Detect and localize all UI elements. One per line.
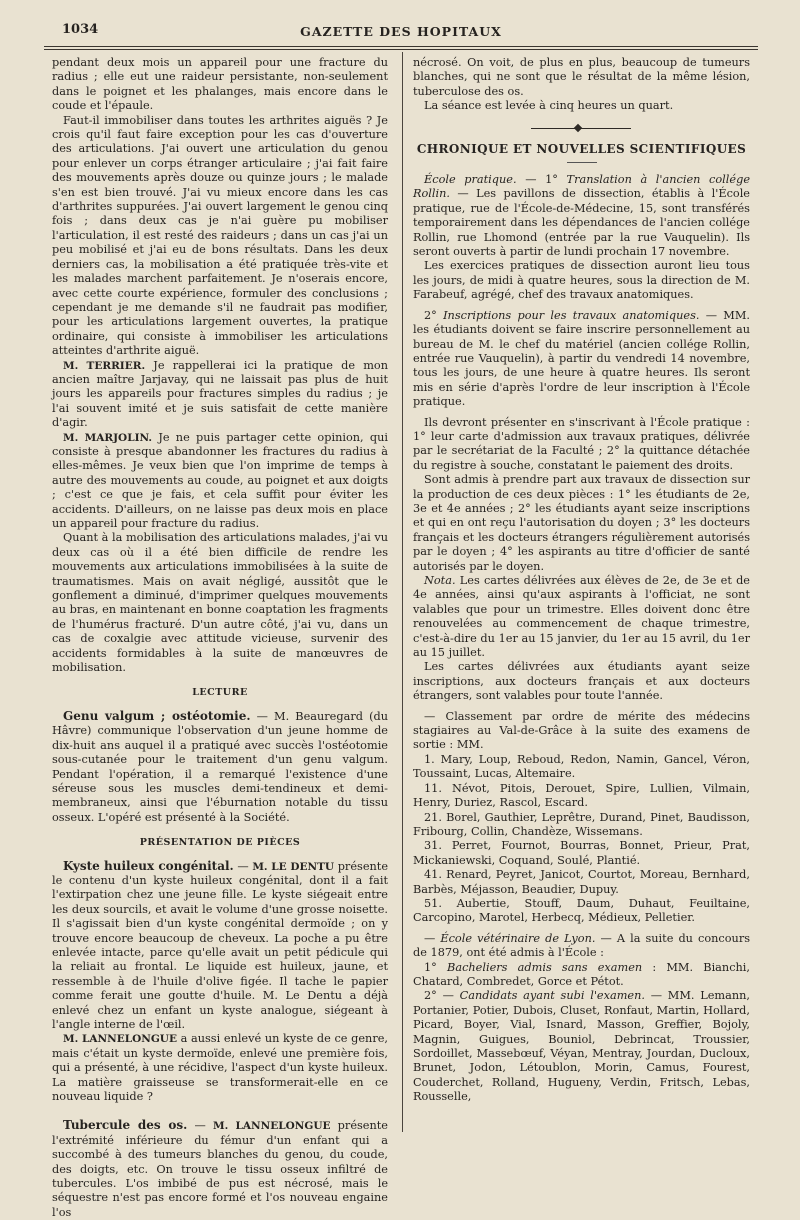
- header-rule: [44, 46, 758, 47]
- page-header: [44, 20, 758, 42]
- paragraph: — Classement par ordre de mérite des médecins stagiaires au Val-de-Grâce à la suite des examens de sortie : MM.: [413, 709, 750, 752]
- header-rule-double: [44, 49, 758, 50]
- paragraph: Faut-il immobiliser dans toutes les arthrites aiguës ? Je crois qu'il faut faire exception pour les cas d'ouverture des articulations. J'ai ouvert une articulation du genou pour enlever un corps étranger articulaire ; j'ai fait faire des mouvements après douze ou quinze jours ; le malade s'en est bien trouvé. J'ai vu mieux encore dans les cas d'arthrites suppurées. J'ai ouvert largement le genou cinq fois ; dans deux cas je n'ai guère pu mobiliser l'articulation, il est resté des raideurs ; dans un cas j'ai un peu mobilisé et j'ai eu de bons résultats. Dans les deux derniers cas, la mobilisation a été pratiquée très-vite et les malades marchent parfaitement. Je n'oserais encore, avec cette courte expérience, formuler des conclusions ; cependant je me demande s'il ne faudrait pas modifier, pour les articulations largement ouvertes, la pratique ordinaire, qui consiste à immobiliser les articulations atteintes d'arthrite aiguë.: [52, 113, 388, 358]
- paragraph: M. LANNELONGUE a aussi enlevé un kyste de ce genre, mais c'était un kyste dermoïde, enlevé une première fois, qui a présenté, à une récidive, l'aspect d'un kyste huileux. La matière graisseuse se transformerait-elle en ce nouveau liquide ?: [52, 1032, 388, 1104]
- paragraph: Ils devront présenter en s'inscrivant à l'École pratique : 1° leur carte d'admission aux travaux pratiques, délivrée par le secrétariat de la Faculté ; 2° la quittance détachée du registre à souche, constatant le paiement des droits.: [413, 415, 750, 472]
- section-heading-presentation: PRÉSENTATION DE PIÈCES: [139, 837, 301, 849]
- section-heading-chronique: CHRONIQUE ET NOUVELLES SCIENTIFIQUES: [416, 141, 747, 156]
- paragraph: Les cartes délivrées aux étudiants ayant seize inscriptions, aux docteurs français et aux docteurs étrangers, sont valables pour toute l'année.: [413, 660, 750, 703]
- speaker-name: M. TERRIER.: [63, 359, 146, 372]
- paragraph: Kyste huileux congénital. — M. LE DENTU présente le contenu d'un kyste huileux congénital, dont il a fait l'extirpation chez une jeune fille. Le kyste siégeait entre les deux sourcils, et avait le volume d'une grosse noisette. Il s'agissait bien d'un kyste congénital dermoïde ; on y trouve encore beaucoup de cheveux. La poche a pu être enlevée intacte, parce qu'elle avait un petit pédicule qui la reliait au frontal. Le liquide est huileux, jaune, et ressemble à de l'huile d'olive figée. Il tache le papier comme ferait une goutte d'huile. M. Le Dentu a déjà enlevé chez un enfant un kyste analogue, siégeant à l'angle interne de l'œil.: [52, 858, 388, 1031]
- paragraph: — École vétérinaire de Lyon. — A la suite du concours de 1879, ont été admis à l'École :: [413, 931, 751, 960]
- speaker-name: M. LANNELONGUE: [213, 1120, 331, 1133]
- article-title: Kyste huileux congénital.: [63, 858, 234, 873]
- column-divider: [402, 52, 403, 1132]
- paragraph: Genu valgum ; ostéotomie. — M. Beauregard (du Hâvre) communique l'observation d'un jeune homme de dix-huit ans auquel il a pratiqué avec succès l'ostéotomie sous-cutanée pour le traitement d'un genu valgum. Pendant l'opération, il a remarqué l'existence d'une séreuse sous les muscles demi-tendineux et demi-membraneux, ainsi que l'éburnation notable du tissu osseux. L'opéré est présenté à la Société.: [52, 708, 388, 824]
- paragraph: Les exercices pratiques de dissection auront lieu tous les jours, de midi à quatre heures, sous la direction de M. Farabeuf, agrégé, chef des travaux anatomiques.: [413, 259, 750, 302]
- article-title: Tubercule des os.: [63, 1118, 188, 1133]
- paragraph: Tubercule des os. — M. LANNELONGUE présente l'extrémité inférieure du fémur d'un enfant qui a succombé à des tumeurs blanches du genou, du coude, des doigts, etc. On trouve le tissu osseux infiltré de tubercules. L'os imbibé de pus est nécrosé, mais le séquestre n'est pas encore formé et l'os nouveau engaine l'os: [52, 1118, 388, 1219]
- page-number: 1034: [62, 22, 99, 37]
- journal-title: GAZETTE DES HOPITAUX: [300, 24, 502, 39]
- paragraph: M. TERRIER. Je rappellerai ici la pratique de mon ancien maître Jarjavay, qui ne laissait pas plus de huit jours les appareils pour fractures simples du radius ; je l'ai souvent imité et je suis satisfait de cette manière d'agir.: [52, 358, 388, 430]
- speaker-name: M. LANNELONGUE: [63, 1033, 177, 1046]
- ranking-entry: 11. Névot, Pitois, Derouet, Spire, Lullien, Vilmain, Henry, Duriez, Rascol, Escard.: [413, 781, 750, 810]
- section-heading-lecture: LECTURE: [192, 687, 248, 699]
- paragraph: La séance est levée à cinq heures un quart.: [424, 99, 674, 113]
- paragraph: 2° — Candidats ayant subi l'examen. — MM. Lemann, Portanier, Potier, Dubois, Cluset, Ronfaut, Martin, Hollard, Picard, Boyer, Vial, Isnard, Masson, Greffier, Bojoly, Magnin, Guigues, Bouniol, Debrincat, Troussier, Sordoillet, Massebœuf, Véyan, Mentray, Jourdan, Ducloux, Brunet, Jodon, Létoublon, Morin, Camus, Fourest, Couderchet, Rolland, Hugueny, Verdin, Fritsch, Lebas, Rousselle,: [413, 989, 750, 1104]
- paragraph: Sont admis à prendre part aux travaux de dissection sur la production de ces deux pièces : 1° les étudiants de 2e, 3e et 4e années ; 2° les étudiants ayant seize inscriptions et qui en ont reçu l'autorisation du doyen ; 3° les docteurs français et les docteurs étrangers régulièrement autorisés par le doyen ; 4° les aspirants au titre d'officier de santé autorisés par le doyen.: [413, 473, 750, 573]
- ranking-entry: 21. Borel, Gauthier, Leprêtre, Durand, Pinet, Baudisson, Fribourg, Collin, Chandèze, Wissemans.: [413, 810, 750, 838]
- ornament-divider: [413, 125, 750, 133]
- speaker-name: M. LE DENTU: [252, 860, 335, 873]
- article-title: Genu valgum ; ostéotomie.: [63, 708, 251, 723]
- right-column: [413, 56, 750, 1105]
- paragraph: Quant à la mobilisation des articulations malades, j'ai vu deux cas où il a été bien difficile de rendre les mouvements aux articulations immobilisées à la suite de traumatismes. Mais on avait négligé, aussitôt que le gonflement a diminué, d'imprimer quelques mouvements au bras, en maintenant en bonne coaptation les fragments de l'humérus fracturé. D'un autre côté, j'ai vu, dans un cas de coxalgie avec attitude vicieuse, survenir des accidents formidables à la suite de manœuvres de mobilisation.: [52, 531, 388, 675]
- paragraph: École pratique. — 1° Translation à l'ancien collége Rollin. — Les pavillons de dissection, établis à l'École pratique, rue de l'École-de-Médecine, 15, sont transférés temporairement dans les dépendances de l'ancien collége Rollin, rue Lhomond (entrée par la rue Vauquelin). Ils seront ouverts à partir de lundi prochain 17 novembre.: [413, 173, 751, 259]
- paragraph: M. MARJOLIN. Je ne puis partager cette opinion, qui consiste à presque abandonner les fractures du radius à elles-mêmes. Je veux bien que l'on imprime de temps à autre des mouvements au coude, au poignet et aux doigts ; c'est ce que je fais, et cela suffit pour éviter les accidents. D'ailleurs, on ne laisse pas deux mois en place un appareil pour fracture du radius.: [52, 430, 389, 530]
- speaker-name: M. MARJOLIN.: [63, 431, 153, 444]
- paragraph: Nota. Les cartes délivrées aux élèves de 2e, de 3e et de 4e années, ainsi qu'aux aspirants à l'officiat, ne sont valables que pour un trimestre. Elles doivent donc être renouvelées au commencement de chaque trimestre, c'est-à-dire du 1er au 15 janvier, du 1er au 15 avril, du 1er au 15 juillet.: [413, 574, 750, 660]
- ranking-entry: 1. Mary, Loup, Reboud, Redon, Namin, Gancel, Véron, Toussaint, Lucas, Altemaire.: [413, 752, 750, 781]
- paragraph: 2° Inscriptions pour les travaux anatomiques. — MM. les étudiants doivent se faire inscrire personnellement au bureau de M. le chef du matériel (ancien collége Rollin, entrée rue Vauquelin), à partir du vendredi 14 novembre, tous les jours, de une heure à quatre heures. Ils seront mis en série d'après l'ordre de leur inscription à l'École pratique.: [413, 308, 750, 409]
- paragraph: nécrosé. On voit, de plus en plus, beaucoup de tumeurs blanches, qui ne sont que le résultat de la même lésion, tuberculose des os.: [413, 56, 750, 98]
- paragraph: pendant deux mois un appareil pour une fracture du radius ; elle eut une raideur persistante, non-seulement dans le poignet et les phalanges, mais encore dans le coude et l'épaule.: [52, 56, 388, 113]
- short-rule: [567, 162, 597, 163]
- paragraph: 1° Bacheliers admis sans examen : MM. Bianchi, Chatard, Combredet, Gorce et Pétot.: [413, 960, 750, 988]
- ranking-entry: 41. Renard, Peyret, Janicot, Courtot, Moreau, Bernhard, Barbès, Méjasson, Beaudier, Dupuy.: [413, 868, 750, 896]
- ranking-entry: 31. Perret, Fournot, Bourras, Bonnet, Prieur, Prat, Mickaniewski, Coquand, Soulé, Plantié.: [413, 839, 750, 867]
- left-column: [52, 56, 388, 1220]
- ranking-entry: 51. Aubertie, Stouff, Daum, Duhaut, Feuiltaine, Carcopino, Marotel, Herbecq, Médieux, Pelletier.: [413, 896, 750, 925]
